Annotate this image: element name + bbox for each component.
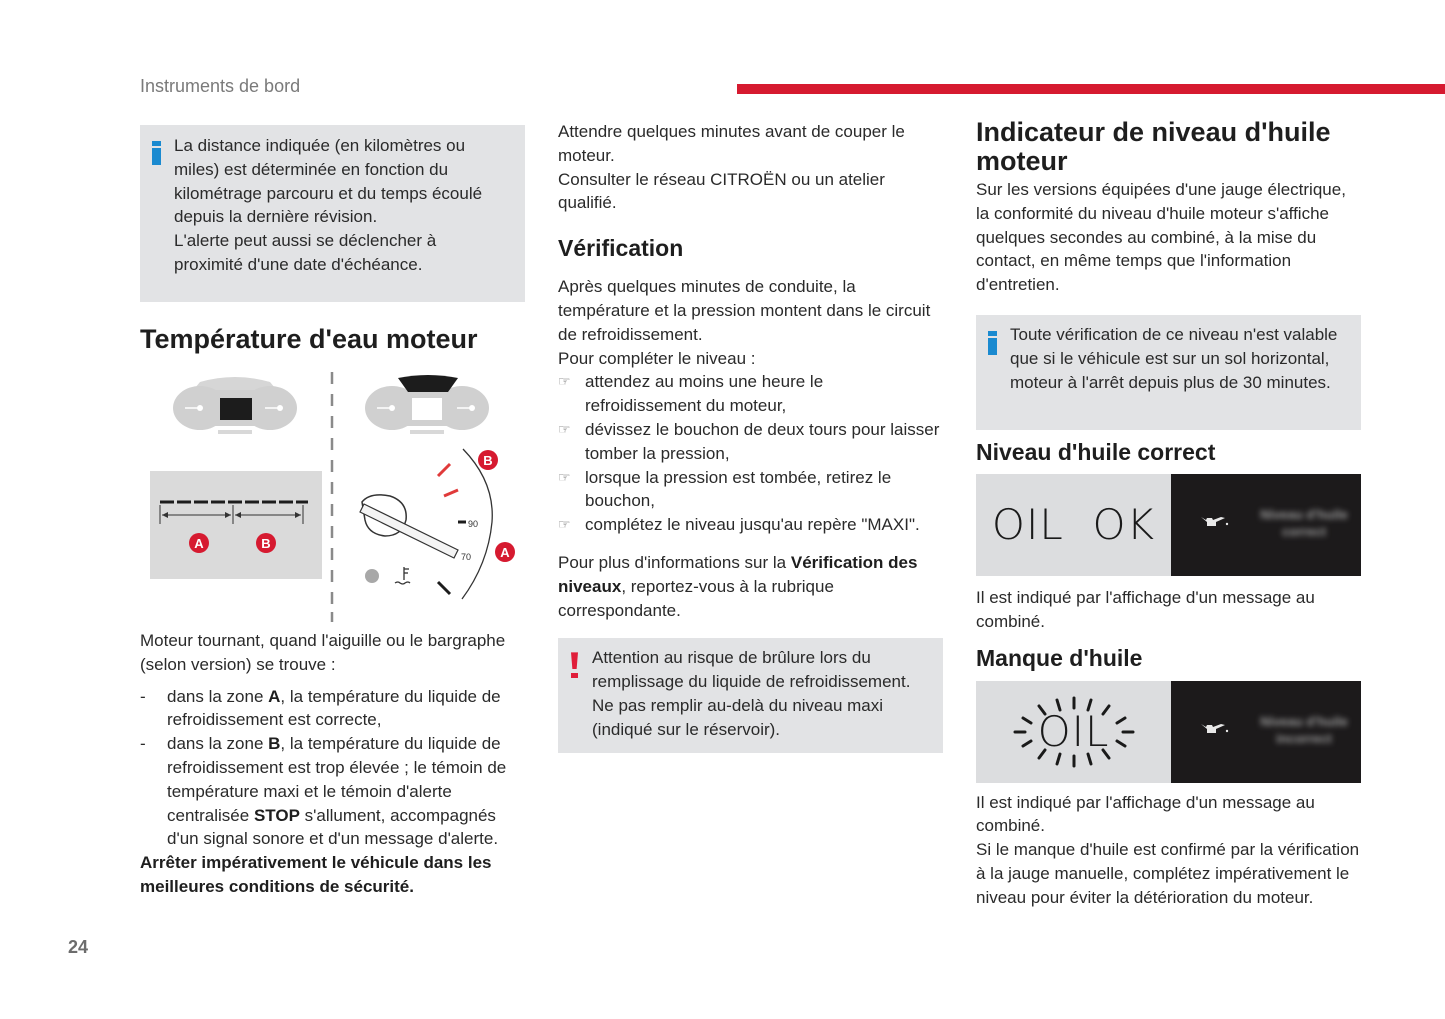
step-item: ☞ attendez au moins une heure le refroidissement du moteur, (558, 372, 824, 416)
verification-para: Après quelques minutes de conduite, la température et la pression montent dans le circuit de refroidissement. (558, 277, 931, 344)
intro-line: Consulter le réseau CITROËN ou un atelier qualifié. (558, 169, 885, 213)
pointing-hand-icon: ☞ (558, 516, 571, 533)
oil-low-caption: Il est indiqué par l'affichage d'un message au combiné. (976, 792, 1315, 836)
heading-oil-low: Manque d'huile (976, 644, 1143, 671)
heading-verification: Vérification (558, 235, 684, 262)
oil-low-label: OIL (976, 681, 1171, 783)
oil-ok-caption: Il est indiqué par l'affichage d'un message au combiné. (976, 587, 1315, 631)
section-title: Instruments de bord (140, 76, 301, 96)
note-line: depuis la dernière révision. (174, 207, 378, 227)
temperature-figure (140, 372, 525, 627)
warning-text: Attention au risque de brûlure lors du remplissage du liquide de refroidissement. Ne pas remplir au-delà du niveau maxi (indiqué sur le réservoir). (592, 648, 911, 739)
page-number: 24 (68, 937, 89, 957)
pointing-hand-icon: ☞ (558, 468, 571, 485)
note-line: proximité d'une date d'échéance. (174, 254, 423, 274)
note-line: La distance indiquée (en kilomètres ou (174, 136, 466, 155)
zone-item-a: - dans la zone A, la température du liquide de refroidissement est correcte, (140, 686, 501, 730)
zone-item-b: - dans la zone B, la température du liquide de refroidissement est trop élevée ; le témoin de température maxi et le témoin d'alerte centralisée STOP s'allument, accompagnés d'un signal sonore et d'un message d'alerte. (140, 734, 507, 849)
header-accent-bar (737, 84, 1445, 94)
bargraph-panel (150, 471, 322, 579)
heading-water-temperature: Température d'eau moteur (140, 324, 478, 354)
more-info-link: Vérification des niveaux (558, 552, 918, 596)
oil-ok-label: OIL OK (976, 474, 1171, 576)
column-3 (976, 118, 1361, 910)
note-line: miles) est déterminée en fonction du (174, 159, 449, 179)
zone-list (140, 685, 525, 852)
cluster-icon-right (365, 375, 489, 434)
column-1 (140, 125, 525, 899)
coolant-temperature-icon (395, 567, 410, 584)
note-line: kilométrage parcouru et du temps écoulé (174, 183, 483, 203)
info-note (140, 125, 525, 302)
heading-oil-ok: Niveau d'huile correct (976, 438, 1216, 465)
note-line: L'alerte peut aussi se déclencher à (174, 231, 437, 251)
cluster-screen (1171, 474, 1361, 576)
step-item: ☞ dévissez le bouchon de deux tours pour laisser tomber la pression, (558, 419, 940, 463)
screen-message: Niveau d'huile incorrect (1260, 713, 1348, 746)
cluster-icon-left (173, 377, 297, 434)
temperature-gauge-diagram (140, 372, 525, 627)
pointing-hand-icon: ☞ (558, 420, 571, 437)
oil-low-display (976, 681, 1361, 783)
oil-low-caption-2: Si le manque d'huile est confirmé par la vérification à la jauge manuelle, complétez impérativement le niveau pour éviter la détérioration du moteur. (976, 840, 1360, 907)
step-item: ☞ complétez le niveau jusqu'au repère "MAXI". (558, 513, 943, 537)
steps-list (558, 370, 943, 537)
pointing-hand-icon: ☞ (558, 373, 571, 390)
svg-text:90: 90 (468, 519, 479, 529)
warning-note (558, 638, 943, 753)
stop-vehicle-warning: Arrêter impérativement le véhicule dans les meilleures conditions de sécurité. (140, 853, 492, 896)
more-info: Pour plus d'informations sur la Vérification des niveaux, reportez-vous à la rubrique correspondante. (558, 552, 918, 620)
step-item: ☞ lorsque la pression est tombée, retirez le bouchon, (558, 467, 892, 511)
svg-text:B: B (483, 453, 493, 468)
warning-icon (570, 652, 579, 676)
svg-text:B: B (261, 536, 271, 551)
oil-can-icon (1199, 721, 1229, 740)
info-note (976, 315, 1361, 430)
svg-text:A: A (194, 536, 204, 551)
oil-can-icon (1199, 514, 1229, 533)
cluster-screen (1171, 681, 1361, 783)
oil-ok-display (976, 474, 1361, 576)
info-icon (988, 331, 997, 355)
gauge-intro: Moteur tournant, quand l'aiguille ou le bargraphe (selon version) se trouve : (140, 631, 506, 674)
intro-line: Attendre quelques minutes avant de couper le moteur. (558, 122, 905, 165)
needle-gauge (360, 449, 515, 599)
svg-text:A: A (500, 545, 510, 560)
oil-intro: Sur les versions équipées d'une jauge électrique, la conformité du niveau d'huile moteur s'affiche quelques secondes au combiné, à la mise du contact, en même temps que l'information d'entretien. (976, 180, 1346, 295)
column-2 (558, 118, 943, 753)
list-intro: Pour compléter le niveau : (558, 348, 756, 368)
screen-message: Niveau d'huile correct (1260, 506, 1348, 539)
heading-oil-level-indicator: Indicateur de niveau d'huile moteur (976, 117, 1331, 176)
info-icon (152, 141, 161, 165)
note-text: Toute vérification de ce niveau n'est valable que si le véhicule est sur un sol horizontal, moteur à l'arrêt depuis plus de 30 minutes. (1010, 324, 1338, 392)
svg-text:70: 70 (461, 552, 472, 562)
